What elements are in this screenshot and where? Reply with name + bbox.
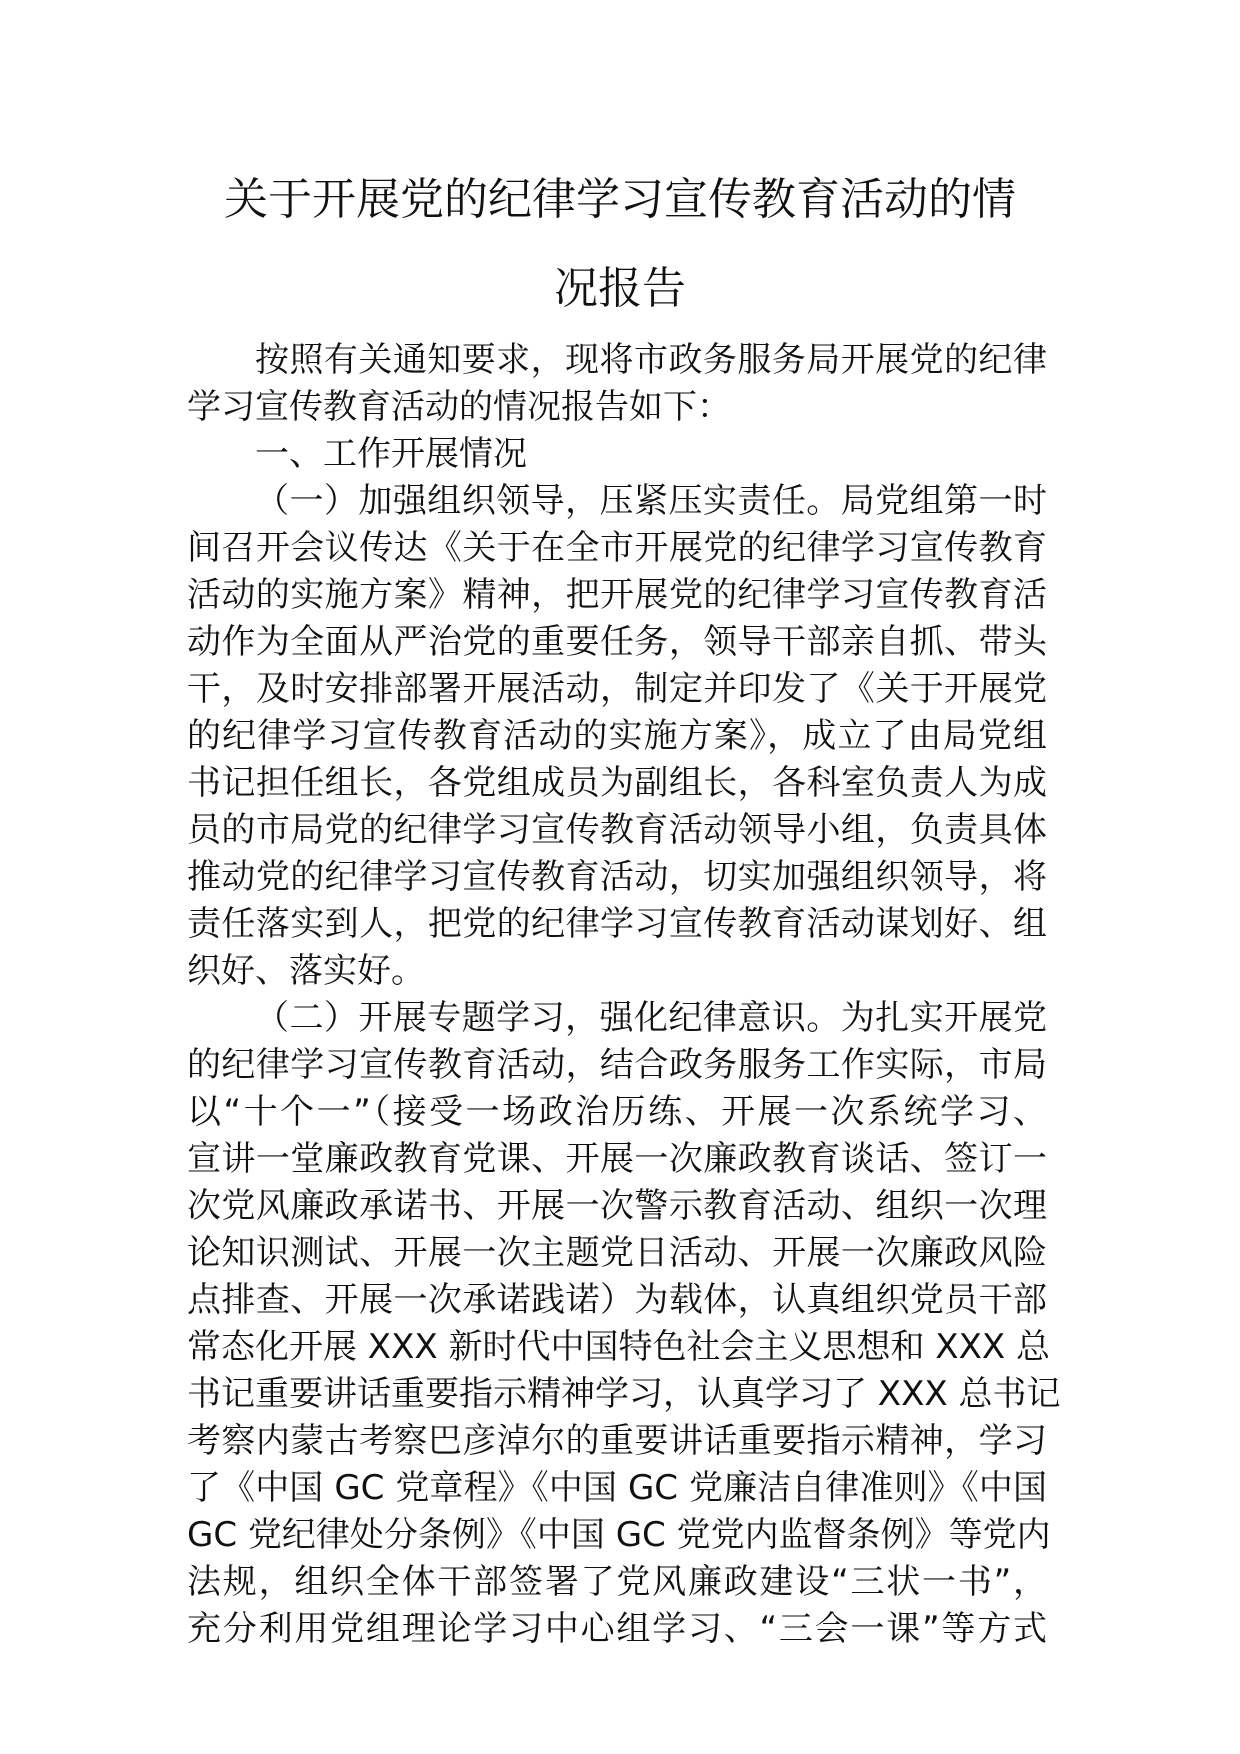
document-title-line-1: 关于开展党的纪律学习宣传教育活动的情 bbox=[224, 174, 1016, 225]
text-line: 论知识测试、开展一次主题党日活动、开展一次廉政风险 bbox=[187, 1233, 1047, 1273]
text-line: 一、工作开展情况 bbox=[255, 434, 527, 474]
text-line: 责任落实到人，把党的纪律学习宣传教育活动谋划好、组 bbox=[187, 904, 1047, 944]
text-line: 法规，组织全体干部签署了党风廉政建设“三状一书”， bbox=[187, 1562, 1047, 1602]
text-line: 了《中国 GC 党章程》《中国 GC 党廉洁自律准则》《中国 bbox=[187, 1468, 1047, 1508]
text-line: 按照有关通知要求，现将市政务服务局开展党的纪律 bbox=[255, 340, 1047, 380]
text-line: 宣讲一堂廉政教育党课、开展一次廉政教育谈话、签订一 bbox=[187, 1139, 1047, 1179]
document-body bbox=[187, 337, 1061, 1653]
text-line: 推动党的纪律学习宣传教育活动，切实加强组织领导，将 bbox=[187, 857, 1047, 897]
text-line: 以“十个一”（接受一场政治历练、开展一次系统学习、 bbox=[187, 1092, 1047, 1132]
document-title-line-2: 况报告 bbox=[554, 263, 686, 314]
text-line: 干，及时安排部署开展活动，制定并印发了《关于开展党 bbox=[187, 669, 1047, 709]
text-line: 常态化开展 XXX 新时代中国特色社会主义思想和 XXX 总 bbox=[187, 1327, 1050, 1367]
text-line: 点排查、开展一次承诺践诺）为载体，认真组织党员干部 bbox=[187, 1280, 1047, 1320]
text-line: （一）加强组织领导，压紧压实责任。局党组第一时 bbox=[255, 481, 1047, 521]
text-line: 间召开会议传达《关于在全市开展党的纪律学习宣传教育 bbox=[187, 528, 1047, 568]
text-line: 书记担任组长，各党组成员为副组长，各科室负责人为成 bbox=[187, 763, 1047, 803]
text-line: 织好、落实好。 bbox=[187, 951, 425, 991]
text-line: 的纪律学习宣传教育活动的实施方案》，成立了由局党组 bbox=[187, 716, 1047, 756]
text-line: （二）开展专题学习，强化纪律意识。为扎实开展党 bbox=[255, 998, 1047, 1038]
text-line: 学习宣传教育活动的情况报告如下： bbox=[187, 387, 731, 427]
text-line: 的纪律学习宣传教育活动，结合政务服务工作实际，市局 bbox=[187, 1045, 1047, 1085]
text-line: 考察内蒙古考察巴彦淖尔的重要讲话重要指示精神，学习 bbox=[187, 1421, 1047, 1461]
text-line: 活动的实施方案》精神，把开展党的纪律学习宣传教育活 bbox=[187, 575, 1047, 615]
text-line: 动作为全面从严治党的重要任务，领导干部亲自抓、带头 bbox=[187, 622, 1047, 662]
text-line: GC 党纪律处分条例》《中国 GC 党党内监督条例》等党内 bbox=[187, 1515, 1051, 1555]
text-line: 书记重要讲话重要指示精神学习，认真学习了 XXX 总书记 bbox=[187, 1374, 1061, 1414]
text-line: 员的市局党的纪律学习宣传教育活动领导小组，负责具体 bbox=[187, 810, 1047, 850]
text-line: 充分利用党组理论学习中心组学习、“三会一课”等方式 bbox=[187, 1609, 1047, 1649]
text-line: 次党风廉政承诺书、开展一次警示教育活动、组织一次理 bbox=[187, 1186, 1047, 1226]
